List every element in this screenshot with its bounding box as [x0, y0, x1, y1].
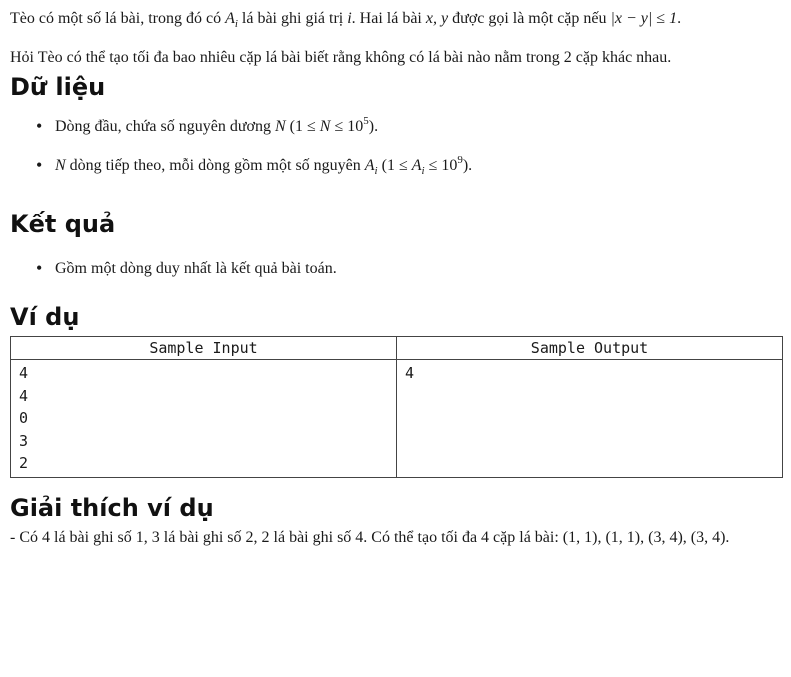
- input-spec-list: [10, 116, 783, 182]
- question-paragraph: Hỏi Tèo có thể tạo tối đa bao nhiêu cặp lá bài biết rằng không có lá bài nào nằm trong 2 cặp khác nhau.: [10, 49, 672, 67]
- intro-paragraph: Tèo có một số lá bài, trong đó có $A_i$ lá bài ghi giá trị i. Hai lá bài x, y được gọi là một cặp nếu |x − y| ≤ 1.: [10, 10, 682, 31]
- output-spec-line-1: • Gồm một dòng duy nhất là kết quả bài toán.: [10, 258, 783, 279]
- explanation-section-title: Giải thích ví dụ: [10, 493, 214, 522]
- sample-table: [10, 336, 783, 478]
- problem-statement: [10, 8, 783, 548]
- example-section-title: Ví dụ: [10, 303, 80, 332]
- pair-condition: |x − y| ≤ 1: [610, 10, 678, 27]
- intro-text: Tèo có một số lá bài, trong đó có: [10, 10, 226, 27]
- output-section-title: Kết quả: [10, 210, 116, 239]
- var-A: $A_i$: [225, 10, 238, 31]
- var-i: i: [347, 10, 352, 27]
- input-spec-line-1: • Dòng đầu, chứa số nguyên dương N $(1 \le N \le 10^5)$.: [10, 116, 783, 137]
- input-section-title: Dữ liệu: [10, 73, 106, 102]
- sample-output-cell: 4: [397, 360, 783, 478]
- output-spec-list: [10, 258, 783, 279]
- explanation-paragraph: - Có 4 lá bài ghi số 1, 3 lá bài ghi số 2, 2 lá bài ghi số 4. Có thể tạo tối đa 4 cặp lá bài: (1, 1), (1, 1), (3, 4), (3, 4).: [10, 528, 730, 546]
- sample-output-header: Sample Output: [397, 337, 783, 360]
- var-xy: x, y: [425, 10, 449, 27]
- sample-input-cell: 4 4 0 3 2: [11, 360, 397, 478]
- input-spec-line-2: • N dòng tiếp theo, mỗi dòng gồm một số nguyên $A_i$ $(1 \le A_i \le 10^9)$.: [10, 155, 783, 182]
- sample-input-header: Sample Input: [11, 337, 397, 360]
